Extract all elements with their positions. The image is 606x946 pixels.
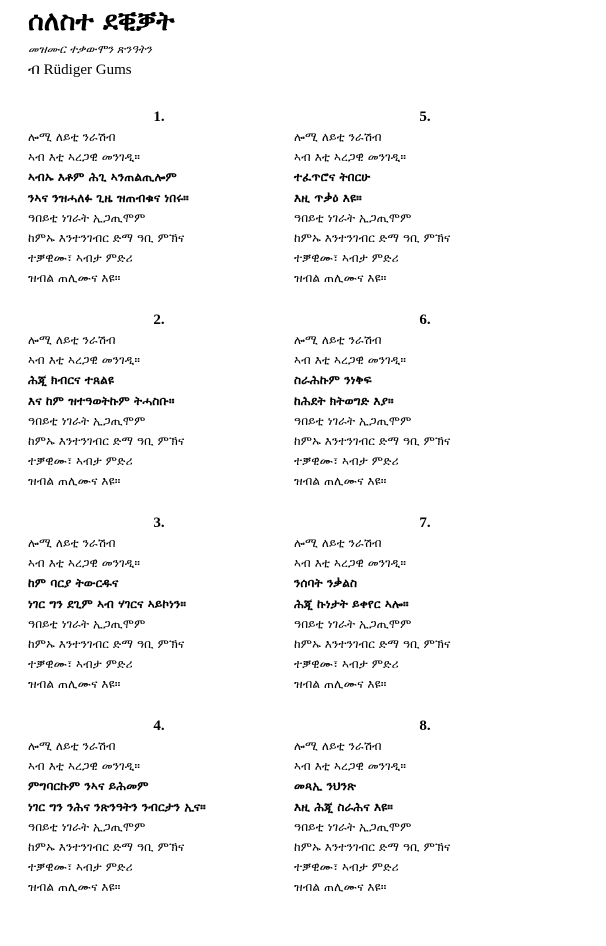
stanza-line: ኣብ እቲ ኣረጋዊ መንገዲ።	[294, 150, 407, 165]
stanza-line: ከምኡ እንተንገብር ድማ ዓቢ ምኽና	[28, 433, 185, 448]
stanza-line: ኣብ እቲ ኣረጋዊ መንገዲ።	[28, 150, 141, 165]
stanza-1	[28, 107, 290, 289]
stanza-line: ዓበይቲ ነገራት ኢጋጢሞም	[28, 413, 146, 428]
stanza-line: ዝብል ጠሊሙና እዩ።	[28, 880, 121, 895]
stanza-number: 2.	[153, 312, 165, 328]
stanza-line: ሎሚ ለይቲ ንራሽብ	[294, 536, 382, 550]
stanza-line-bold: ንሰባት ንቃልስ	[294, 576, 358, 591]
stanza-line: ዓበይቲ ነገራት ኢጋጢሞም	[28, 616, 146, 631]
stanza-line: ዝብል ጠሊሙና እዩ።	[294, 474, 387, 489]
stanza-line-bold: ኣብኡ እቶም ሕጊ ኣንጠልጢሎም	[28, 170, 177, 185]
stanza-line-bold: ሕጂ ኩነታት ይቀየር ኣሎ።	[294, 596, 409, 611]
stanza-line: ሎሚ ለይቲ ንራሽብ	[294, 130, 382, 144]
stanza-line: ዝብል ጠሊሙና እዩ።	[294, 880, 387, 895]
stanza-line: ኣብ እቲ ኣረጋዊ መንገዲ።	[28, 759, 141, 774]
stanza-line: ከምኡ እንተንገብር ድማ ዓቢ ምኽና	[28, 839, 185, 854]
stanza-line-bold: ከሕደት ክትወግድ እያ።	[294, 393, 394, 408]
stanza-line: ሎሚ ለይቲ ንራሽብ	[28, 130, 116, 144]
stanza-line-bold: ተፈጥሮና ትበርሁ	[294, 170, 371, 185]
stanza-line-bold: ምግባርኩም ንኣና ይሕመም	[28, 779, 149, 794]
stanza-line: ኣብ እቲ ኣረጋዊ መንገዲ።	[294, 759, 407, 774]
stanza-2	[28, 310, 290, 492]
stanza-5	[294, 107, 556, 289]
stanza-line-bold: ነገር ግን ንሕና ንጽንዓትን ንብርታን ኢና።	[28, 799, 206, 814]
stanza-line: ከምኡ እንተንገብር ድማ ዓቢ ምኽና	[28, 230, 185, 245]
stanza-line: ተቓዊሙ፣ ኣብታ ምድሪ	[294, 251, 399, 266]
stanza-line: ኣብ እቲ ኣረጋዊ መንገዲ።	[294, 556, 407, 571]
stanza-line: ተቓዊሙ፣ ኣብታ ምድሪ	[28, 657, 133, 672]
stanza-line: ሎሚ ለይቲ ንራሽብ	[28, 739, 116, 753]
stanza-number: 8.	[419, 718, 431, 734]
stanza-line: ተቓዊሙ፣ ኣብታ ምድሪ	[28, 454, 133, 469]
stanza-line-bold: ሕጂ ክብርና ተጸልዩ	[28, 373, 114, 388]
stanza-line: ዓበይቲ ነገራት ኢጋጢሞም	[294, 413, 412, 428]
stanza-number: 4.	[153, 718, 165, 734]
stanza-line: ዝብል ጠሊሙና እዩ።	[28, 474, 121, 489]
stanza-line: ተቓዊሙ፣ ኣብታ ምድሪ	[294, 657, 399, 672]
stanza-number: 3.	[153, 515, 165, 531]
stanza-line: ዝብል ጠሊሙና እዩ።	[294, 677, 387, 692]
stanza-6	[294, 310, 556, 492]
stanza-line: ዓበይቲ ነገራት ኢጋጢሞም	[294, 210, 412, 225]
stanza-line: ኣብ እቲ ኣረጋዊ መንገዲ።	[294, 353, 407, 368]
stanza-line: ኣብ እቲ ኣረጋዊ መንገዲ።	[28, 353, 141, 368]
stanza-line: ከምኡ እንተንገብር ድማ ዓቢ ምኽና	[294, 230, 451, 245]
stanza-line: ከምኡ እንተንገብር ድማ ዓቢ ምኽና	[294, 839, 451, 854]
stanza-line: ከምኡ እንተንገብር ድማ ዓቢ ምኽና	[28, 636, 185, 651]
stanza-line: ሎሚ ለይቲ ንራሽብ	[28, 333, 116, 347]
stanza-7	[294, 513, 556, 695]
stanza-8	[294, 716, 556, 898]
stanza-line: ዓበይቲ ነገራት ኢጋጢሞም	[294, 819, 412, 834]
stanza-line-bold: ነገር ግን ደጊም ኣብ ሃገርና ኣይኮነን።	[28, 596, 187, 611]
stanza-line: ዓበይቲ ነገራት ኢጋጢሞም	[28, 819, 146, 834]
stanza-line: ሎሚ ለይቲ ንራሽብ	[294, 739, 382, 753]
stanza-4	[28, 716, 290, 898]
stanza-number: 1.	[153, 109, 165, 125]
stanza-line: ሎሚ ለይቲ ንራሽብ	[294, 333, 382, 347]
author-byline: ብ Rüdiger Gums	[28, 62, 132, 78]
stanza-line: ከምኡ እንተንገብር ድማ ዓቢ ምኽና	[294, 636, 451, 651]
stanza-line: ዓበይቲ ነገራት ኢጋጢሞም	[294, 616, 412, 631]
stanza-line: ከምኡ እንተንገብር ድማ ዓቢ ምኽና	[294, 433, 451, 448]
stanza-3	[28, 513, 290, 695]
stanza-line-bold: መጻኢ ንህንጽ	[294, 779, 356, 794]
stanza-line: ተቓዊሙ፣ ኣብታ ምድሪ	[28, 251, 133, 266]
stanza-number: 5.	[419, 109, 431, 125]
stanza-line: ዝብል ጠሊሙና እዩ።	[294, 271, 387, 286]
stanza-number: 7.	[419, 515, 431, 531]
stanza-line: ዓበይቲ ነገራት ኢጋጢሞም	[28, 210, 146, 225]
stanza-line: ተቓዊሙ፣ ኣብታ ምድሪ	[294, 454, 399, 469]
stanza-line: ሎሚ ለይቲ ንራሽብ	[28, 536, 116, 550]
stanza-line-bold: እዚ ሕጂ ስራሕና እዩ።	[294, 799, 393, 814]
stanza-line-bold: እዚ ጥቃዕ እዩ።	[294, 190, 362, 205]
document-title: ሰለስተ ደቒቓት	[28, 6, 175, 37]
stanza-number: 6.	[419, 312, 431, 328]
stanza-line-bold: ስራሕኩም ንነቅፍ	[294, 373, 372, 388]
document-subtitle: መዝሙር ተቃውሞን ጽንዓትን	[28, 42, 152, 56]
stanza-line: ተቓዊሙ፣ ኣብታ ምድሪ	[294, 860, 399, 875]
stanza-line: ኣብ እቲ ኣረጋዊ መንገዲ።	[28, 556, 141, 571]
stanza-line-bold: ከም ባርያ ትውርዱና	[28, 576, 119, 591]
stanza-line: ዝብል ጠሊሙና እዩ።	[28, 271, 121, 286]
stanza-line-bold: እና ከም ዝተዓወትኩም ትሓስቡ።	[28, 393, 175, 408]
stanza-line-bold: ንኣና ንዝሓለፉ ጊዜ ዝጠብቁና ነበሩ።	[28, 190, 189, 205]
stanza-line: ተቓዊሙ፣ ኣብታ ምድሪ	[28, 860, 133, 875]
stanza-line: ዝብል ጠሊሙና እዩ።	[28, 677, 121, 692]
